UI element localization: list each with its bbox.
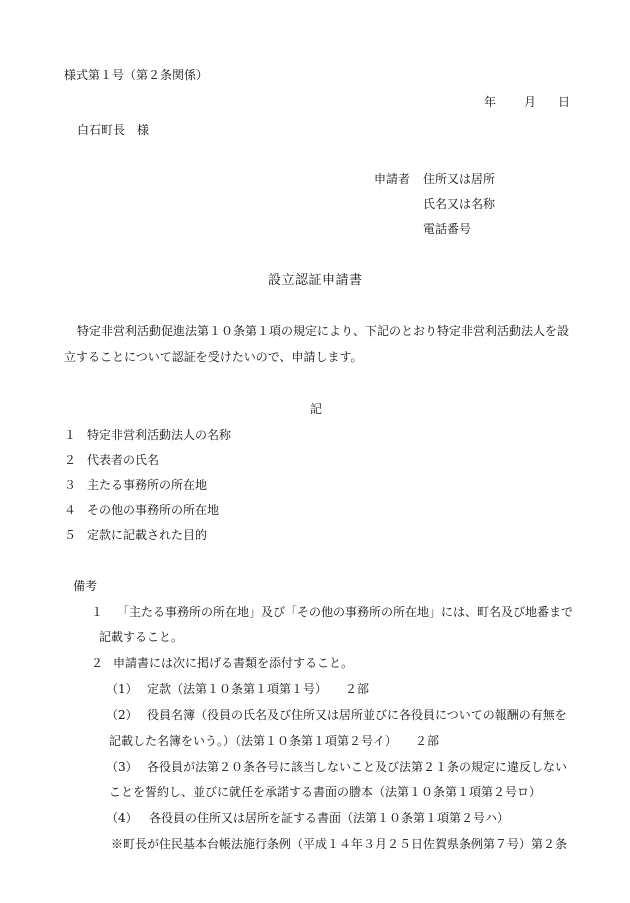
sub-item-4-number: （4） bbox=[106, 811, 138, 825]
item-number: ３ bbox=[64, 478, 77, 492]
date-year-label: 年 bbox=[484, 95, 497, 109]
item-text: 主たる事務所の所在地 bbox=[87, 478, 208, 492]
form-number: 様式第１号（第２条関係） bbox=[64, 68, 209, 82]
addressee: 白石町長 様 bbox=[77, 123, 150, 137]
applicant-address: 住所又は居所 bbox=[423, 172, 496, 186]
ki-heading: 記 bbox=[310, 402, 323, 416]
item-text: その他の事務所の所在地 bbox=[87, 503, 220, 517]
item-number: １ bbox=[64, 428, 77, 442]
note-2-text: 申請書には次に掲げる書類を添付すること。 bbox=[113, 656, 354, 670]
remarks-heading: 備考 bbox=[73, 579, 98, 593]
sub-item-3-line-2: ことを誓約し、並びに就任を承諾する書面の謄本（法第１０条第１項第２号ロ） bbox=[109, 785, 542, 799]
item-number: ２ bbox=[64, 453, 77, 467]
note-2-number: ２ bbox=[91, 656, 104, 670]
item-text: 特定非営利活動法人の名称 bbox=[87, 428, 232, 442]
sub-item-2-number: （2） bbox=[106, 708, 138, 722]
sub-item-2-line-1: 役員名簿（役員の氏名及び住所又は居所並びに各役員についての報酬の有無を bbox=[147, 708, 567, 722]
sub-item-3-number: （3） bbox=[106, 760, 138, 774]
body-line-2: 立することについて認証を受けたいので、申請します。 bbox=[64, 350, 363, 364]
item-number: ５ bbox=[64, 528, 77, 542]
document-title: 設立認証申請書 bbox=[268, 273, 363, 288]
body-line-1: 特定非営利活動促進法第１０条第１項の規定により、下記のとおり特定非営利活動法人を設 bbox=[77, 324, 570, 338]
date-month-label: 月 bbox=[524, 95, 537, 109]
sub-item-3-line-1: 各役員が法第２０条各号に該当しないこと及び法第２１条の規定に違反しない bbox=[147, 760, 568, 774]
item-number: ４ bbox=[64, 503, 77, 517]
sub-item-4-text: 各役員の住所又は居所を証する書面（法第１０条第１項第２号ハ） bbox=[149, 811, 510, 825]
sub-item-1-text: 定款（法第１０条第１項第１号） ２部 bbox=[147, 682, 370, 696]
applicant-name: 氏名又は名称 bbox=[423, 197, 496, 211]
sub-item-1-number: （1） bbox=[106, 682, 138, 696]
item-text: 代表者の氏名 bbox=[87, 453, 160, 467]
note-1-line-2: 記載すること。 bbox=[99, 630, 184, 644]
applicant-label: 申請者 bbox=[374, 172, 411, 186]
applicant-phone: 電話番号 bbox=[423, 222, 472, 236]
sub-item-2-line-2: 記載した名簿をいう。）（法第１０条第１項第２号イ） ２部 bbox=[109, 734, 440, 748]
note-1-line-1: 「主たる事務所の所在地」及び「その他の事務所の所在地」には、町名及び地番まで bbox=[117, 605, 574, 619]
date-day-label: 日 bbox=[558, 95, 571, 109]
sub-item-4-note: ※町長が住民基本台帳法施行条例（平成１４年３月２５日佐賀県条例第７号）第２条 bbox=[111, 837, 568, 851]
item-text: 定款に記載された目的 bbox=[87, 528, 208, 542]
note-1-number: １ bbox=[91, 605, 104, 619]
